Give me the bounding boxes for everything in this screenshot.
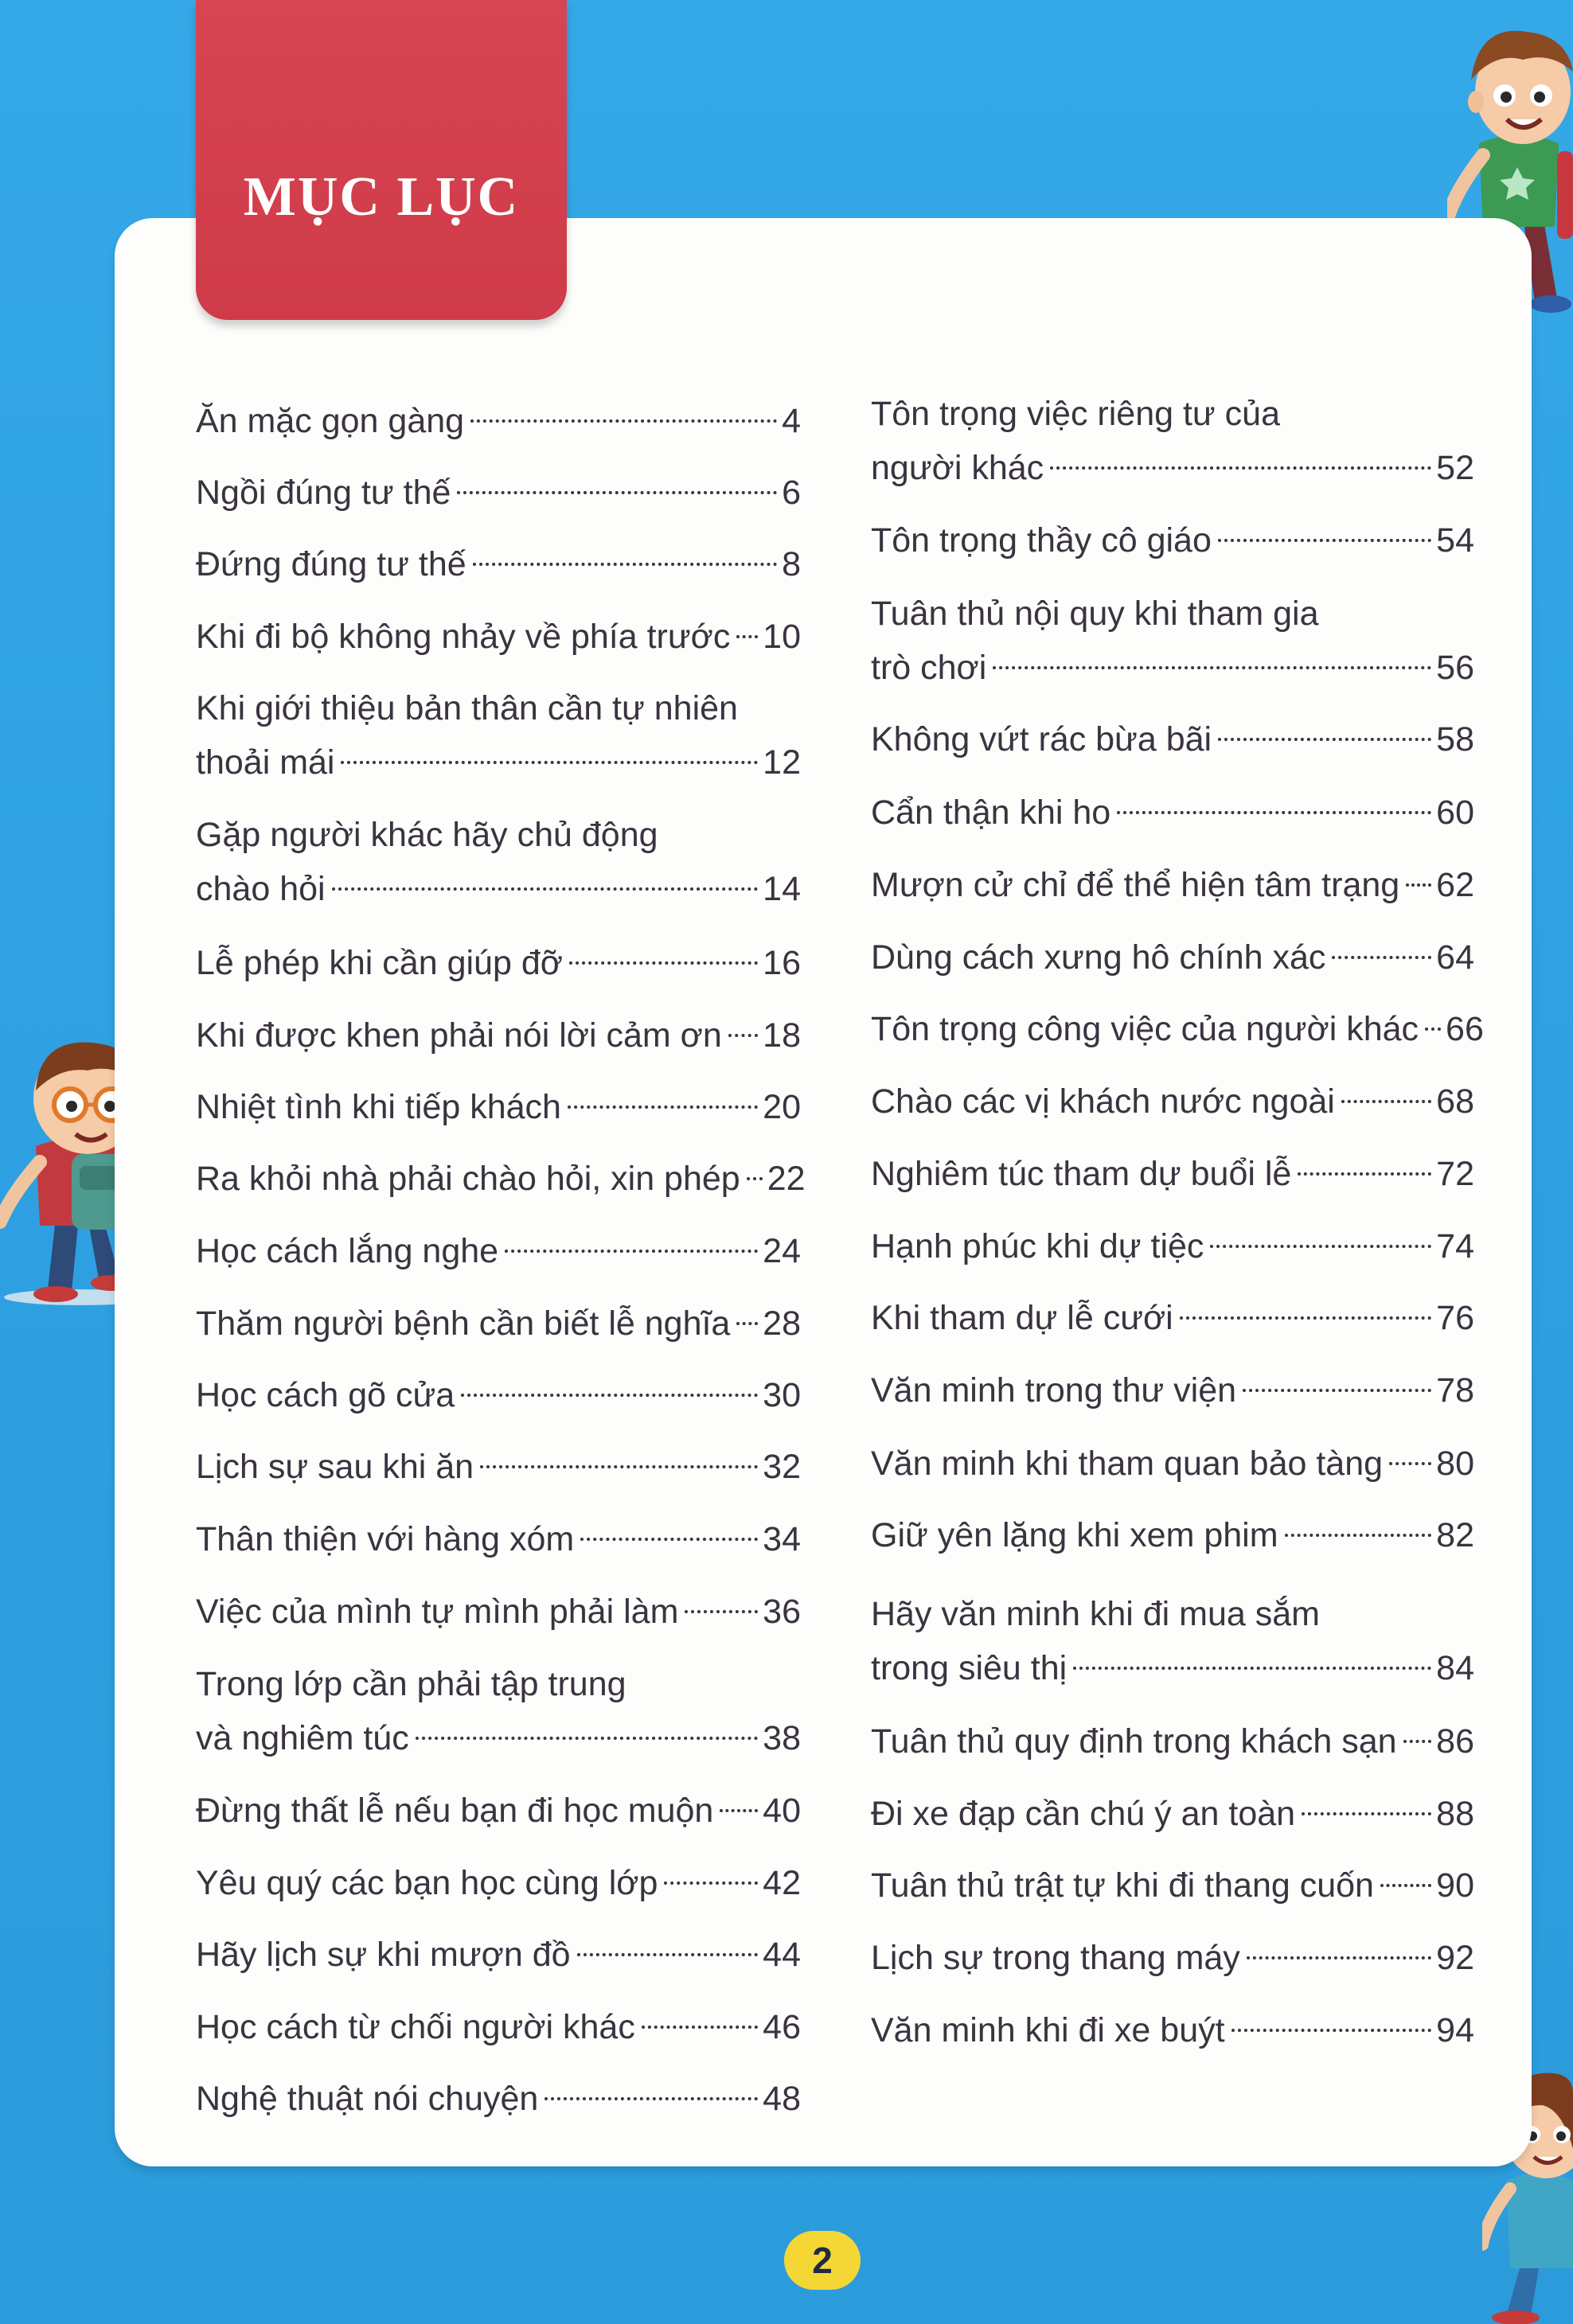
dot-leader [1210, 1245, 1431, 1248]
toc-entry-title-line: Tuân thủ trật tự khi đi thang cuốn [871, 1866, 1374, 1905]
toc-entry [196, 1297, 801, 1350]
toc-entry [871, 514, 1474, 567]
toc-entry-title-line: Thân thiện với hàng xóm [196, 1520, 575, 1558]
dot-leader [736, 635, 758, 638]
toc-entry [871, 713, 1474, 766]
toc-entry [196, 937, 801, 989]
toc-entry [196, 1009, 801, 1062]
dot-leader [1218, 738, 1431, 741]
toc-entry-title-line: Tuân thủ quy định trong khách sạn [871, 1722, 1397, 1761]
toc-entry-page-number: 76 [1436, 1299, 1474, 1337]
toc-entry-title-line: Hãy lịch sự khi mượn đồ [196, 1936, 571, 1974]
toc-entry-title-line: Mượn cử chỉ để thể hiện tâm trạng [871, 866, 1400, 904]
dot-leader [1380, 1884, 1431, 1887]
toc-entry-title-line: Cẩn thận khi ho [871, 794, 1111, 832]
toc-entry [196, 1513, 801, 1566]
toc-entry [871, 1437, 1474, 1490]
toc-entry-page-number: 56 [1436, 649, 1474, 687]
toc-entry-title-line: Học cách gõ cửa [196, 1376, 455, 1414]
toc-entry-title-line: Học cách từ chối người khác [196, 2008, 635, 2046]
toc-entry-page-number: 88 [1436, 1795, 1474, 1833]
toc-entry-page-number: 10 [763, 618, 801, 656]
toc-entry [871, 859, 1474, 911]
toc-entry-title-line: Chào các vị khách nước ngoài [871, 1082, 1335, 1121]
dot-leader [569, 961, 758, 965]
toc-entry [871, 1220, 1474, 1273]
dot-leader [728, 1034, 758, 1037]
dot-leader [416, 1737, 758, 1740]
dot-leader [1218, 539, 1431, 542]
dot-leader [1389, 1462, 1431, 1465]
dot-leader [664, 1881, 758, 1885]
dot-leader [736, 1322, 758, 1325]
toc-entry-title-line: Văn minh khi tham quan bảo tàng [871, 1445, 1384, 1483]
toc-entry [196, 809, 801, 915]
toc-entry [196, 1081, 801, 1133]
toc-entry-page-number: 46 [763, 2008, 801, 2046]
toc-entry-title-line: trong siêu thị [871, 1649, 1068, 1687]
toc-entry-page-number: 86 [1436, 1722, 1474, 1761]
dot-leader [1243, 1389, 1431, 1392]
toc-entry-title-line: Tôn trọng thầy cô giáo [871, 521, 1212, 560]
toc-entry-title-line: Giữ yên lặng khi xem phim [871, 1516, 1278, 1554]
dot-leader [1403, 1740, 1432, 1743]
dot-leader [457, 491, 777, 494]
toc-entry-title-line: Việc của mình tự mình phải làm [196, 1593, 679, 1631]
toc-entry-page-number: 78 [1436, 1371, 1474, 1410]
toc-entry-page-number: 12 [763, 743, 801, 782]
toc-entry-title-line: Nghệ thuật nói chuyện [196, 2080, 539, 2118]
dot-leader [1180, 1316, 1431, 1320]
toc-entry-title-line: Đừng thất lễ nếu bạn đi học muộn [196, 1792, 714, 1830]
toc-entry [196, 2001, 801, 2053]
toc-entry-page-number: 72 [1436, 1155, 1474, 1193]
toc-entry-page-number: 74 [1436, 1227, 1474, 1265]
dot-leader [544, 2097, 758, 2100]
toc-entry [871, 1788, 1474, 1840]
toc-entry-title-line: Nhiệt tình khi tiếp khách [196, 1088, 561, 1126]
toc-entry-title-line: Tôn trọng công việc của người khác [871, 1010, 1419, 1048]
toc-entry [871, 1715, 1474, 1768]
dot-leader [470, 419, 777, 423]
toc-entry [871, 388, 1474, 494]
toc-entry-page-number: 52 [1436, 449, 1474, 487]
toc-entry-page-number: 48 [763, 2080, 801, 2118]
toc-entry-title-line: Dùng cách xưng hô chính xác [871, 938, 1326, 977]
toc-entry-title-line: Gặp người khác hãy chủ động [196, 816, 658, 854]
dot-leader [1285, 1534, 1432, 1537]
dot-leader [747, 1177, 763, 1180]
toc-entry-title-line: Hạnh phúc khi dự tiệc [871, 1227, 1204, 1265]
dot-leader [473, 563, 777, 566]
toc-entry [196, 1658, 801, 1764]
toc-entry-title-line: chào hỏi [196, 870, 326, 908]
dot-leader [1117, 811, 1431, 814]
page-number-badge: 2 [784, 2231, 861, 2290]
toc-entry [196, 1441, 801, 1493]
toc-entry [871, 2004, 1474, 2057]
dot-leader [1406, 883, 1431, 887]
toc-entry [196, 1928, 801, 1981]
toc-entry-title-line: Khi giới thiệu bản thân cần tự nhiên [196, 689, 738, 727]
toc-entry-page-number: 6 [782, 474, 801, 512]
page-title: MỤC LỤC [243, 166, 520, 228]
toc-entry [871, 786, 1474, 839]
toc-entry [871, 587, 1474, 694]
toc-entry-page-number: 92 [1436, 1939, 1474, 1977]
dot-leader [642, 2026, 758, 2029]
toc-entry [871, 1292, 1474, 1344]
toc-entry-title-line: Khi đi bộ không nhảy về phía trước [196, 618, 731, 656]
toc-entry-title-line: người khác [871, 449, 1044, 487]
toc-entry-title-line: Lịch sự trong thang máy [871, 1939, 1240, 1977]
toc-entry [196, 2072, 801, 2125]
toc-entry-page-number: 20 [763, 1088, 801, 1126]
toc-entry-page-number: 42 [763, 1864, 801, 1902]
toc-entry-page-number: 94 [1436, 2011, 1474, 2049]
toc-entry [871, 1859, 1474, 1912]
toc-entry [196, 1152, 806, 1205]
toc-entry-page-number: 60 [1436, 794, 1474, 832]
toc-entry-title-line: Ra khỏi nhà phải chào hỏi, xin phép [196, 1160, 740, 1198]
toc-entry-page-number: 54 [1436, 521, 1474, 560]
toc-entry [871, 1003, 1484, 1055]
toc-entry [871, 1075, 1474, 1128]
dot-leader [1302, 1812, 1431, 1815]
toc-entry-page-number: 82 [1436, 1516, 1474, 1554]
toc-entry-page-number: 84 [1436, 1649, 1474, 1687]
toc-entry-title-line: Lịch sự sau khi ăn [196, 1448, 474, 1486]
dot-leader [341, 761, 758, 764]
toc-entry-title-line: Đứng đúng tư thế [196, 545, 466, 583]
toc-entry-page-number: 66 [1446, 1010, 1484, 1048]
toc-entry-title-line: trò chơi [871, 649, 987, 687]
toc-entry-page-number: 8 [782, 545, 801, 583]
toc-entry-title-line: Văn minh khi đi xe buýt [871, 2011, 1225, 2049]
toc-entry-page-number: 64 [1436, 938, 1474, 977]
toc-entry-title-line: Tôn trọng việc riêng tư của [871, 395, 1280, 433]
toc-entry-page-number: 34 [763, 1520, 801, 1558]
toc-entry-title-line: Đi xe đạp cần chú ý an toàn [871, 1795, 1296, 1833]
dot-leader [1231, 2029, 1432, 2032]
toc-entry-page-number: 90 [1436, 1866, 1474, 1905]
toc-entry [871, 1588, 1474, 1694]
toc-entry-title-line: Không vứt rác bừa bãi [871, 720, 1212, 758]
toc-entry-title-line: Trong lớp cần phải tập trung [196, 1665, 626, 1703]
toc-entry [196, 610, 801, 663]
toc-entry-page-number: 32 [763, 1448, 801, 1486]
toc-entry-title-line: Văn minh trong thư viện [871, 1371, 1237, 1410]
toc-entry-page-number: 40 [763, 1792, 801, 1830]
dot-leader [480, 1465, 758, 1468]
toc-entry [196, 1585, 801, 1638]
dot-leader [1341, 1100, 1431, 1103]
toc-entry-title-line: Yêu quý các bạn học cùng lớp [196, 1864, 658, 1902]
toc-entry [871, 1364, 1474, 1417]
toc-entry-page-number: 24 [763, 1232, 801, 1270]
dot-leader [720, 1809, 758, 1812]
toc-entry [196, 1369, 801, 1421]
toc-entry-page-number: 36 [763, 1593, 801, 1631]
toc-entry-page-number: 22 [767, 1160, 806, 1198]
toc-entry [871, 931, 1474, 984]
dot-leader [568, 1105, 758, 1109]
toc-entry-title-line: Khi tham dự lễ cưới [871, 1299, 1173, 1337]
toc-entry-page-number: 16 [763, 944, 801, 982]
toc-entry-page-number: 68 [1436, 1082, 1474, 1121]
toc-entry [196, 682, 801, 789]
toc-entry [196, 1225, 801, 1277]
toc-entry-title-line: Học cách lắng nghe [196, 1232, 499, 1270]
toc-entry-title-line: Nghiêm túc tham dự buổi lễ [871, 1155, 1292, 1193]
toc-entry-page-number: 18 [763, 1016, 801, 1055]
toc-entry-title-line: Ngồi đúng tư thế [196, 474, 451, 512]
toc-entry-page-number: 80 [1436, 1445, 1474, 1483]
toc-entry [196, 395, 801, 447]
dot-leader [1425, 1027, 1441, 1031]
toc-entry [196, 538, 801, 591]
toc-entry-title-line: Khi được khen phải nói lời cảm ơn [196, 1016, 722, 1055]
toc-entry-page-number: 4 [782, 402, 801, 440]
toc-entry-title-line: Hãy văn minh khi đi mua sắm [871, 1595, 1320, 1633]
dot-leader [580, 1538, 758, 1541]
dot-leader [461, 1394, 758, 1397]
toc-entry [196, 466, 801, 519]
toc-entry-title-line: thoải mái [196, 743, 335, 782]
dot-leader [505, 1250, 758, 1253]
dot-leader [1073, 1667, 1431, 1670]
dot-leader [1050, 466, 1431, 470]
toc-entry-page-number: 58 [1436, 720, 1474, 758]
toc-entry-title-line: Tuân thủ nội quy khi tham gia [871, 595, 1319, 633]
dot-leader [1247, 1956, 1431, 1959]
dot-leader [577, 1953, 759, 1956]
toc-entry [196, 1857, 801, 1909]
toc-entry-page-number: 28 [763, 1304, 801, 1343]
toc-entry-page-number: 44 [763, 1936, 801, 1974]
toc-entry-title-line: và nghiêm túc [196, 1719, 409, 1757]
dot-leader [1298, 1172, 1431, 1176]
dot-leader [332, 887, 759, 891]
toc-entry-title-line: Thăm người bệnh cần biết lễ nghĩa [196, 1304, 731, 1343]
dot-leader [685, 1610, 758, 1613]
toc-entry-title-line: Lễ phép khi cần giúp đỡ [196, 944, 563, 982]
toc-entry-title-line: Ăn mặc gọn gàng [196, 402, 465, 440]
toc-entry-page-number: 30 [763, 1376, 801, 1414]
title-banner [196, 0, 567, 320]
toc-entry-page-number: 62 [1436, 866, 1474, 904]
toc-entry [871, 1932, 1474, 1984]
toc-entry [871, 1509, 1474, 1562]
toc-entry-page-number: 38 [763, 1719, 801, 1757]
dot-leader [993, 666, 1431, 669]
dot-leader [1332, 956, 1431, 959]
toc-entry [871, 1148, 1474, 1200]
toc-entry [196, 1784, 801, 1837]
toc-entry-page-number: 14 [763, 870, 801, 908]
